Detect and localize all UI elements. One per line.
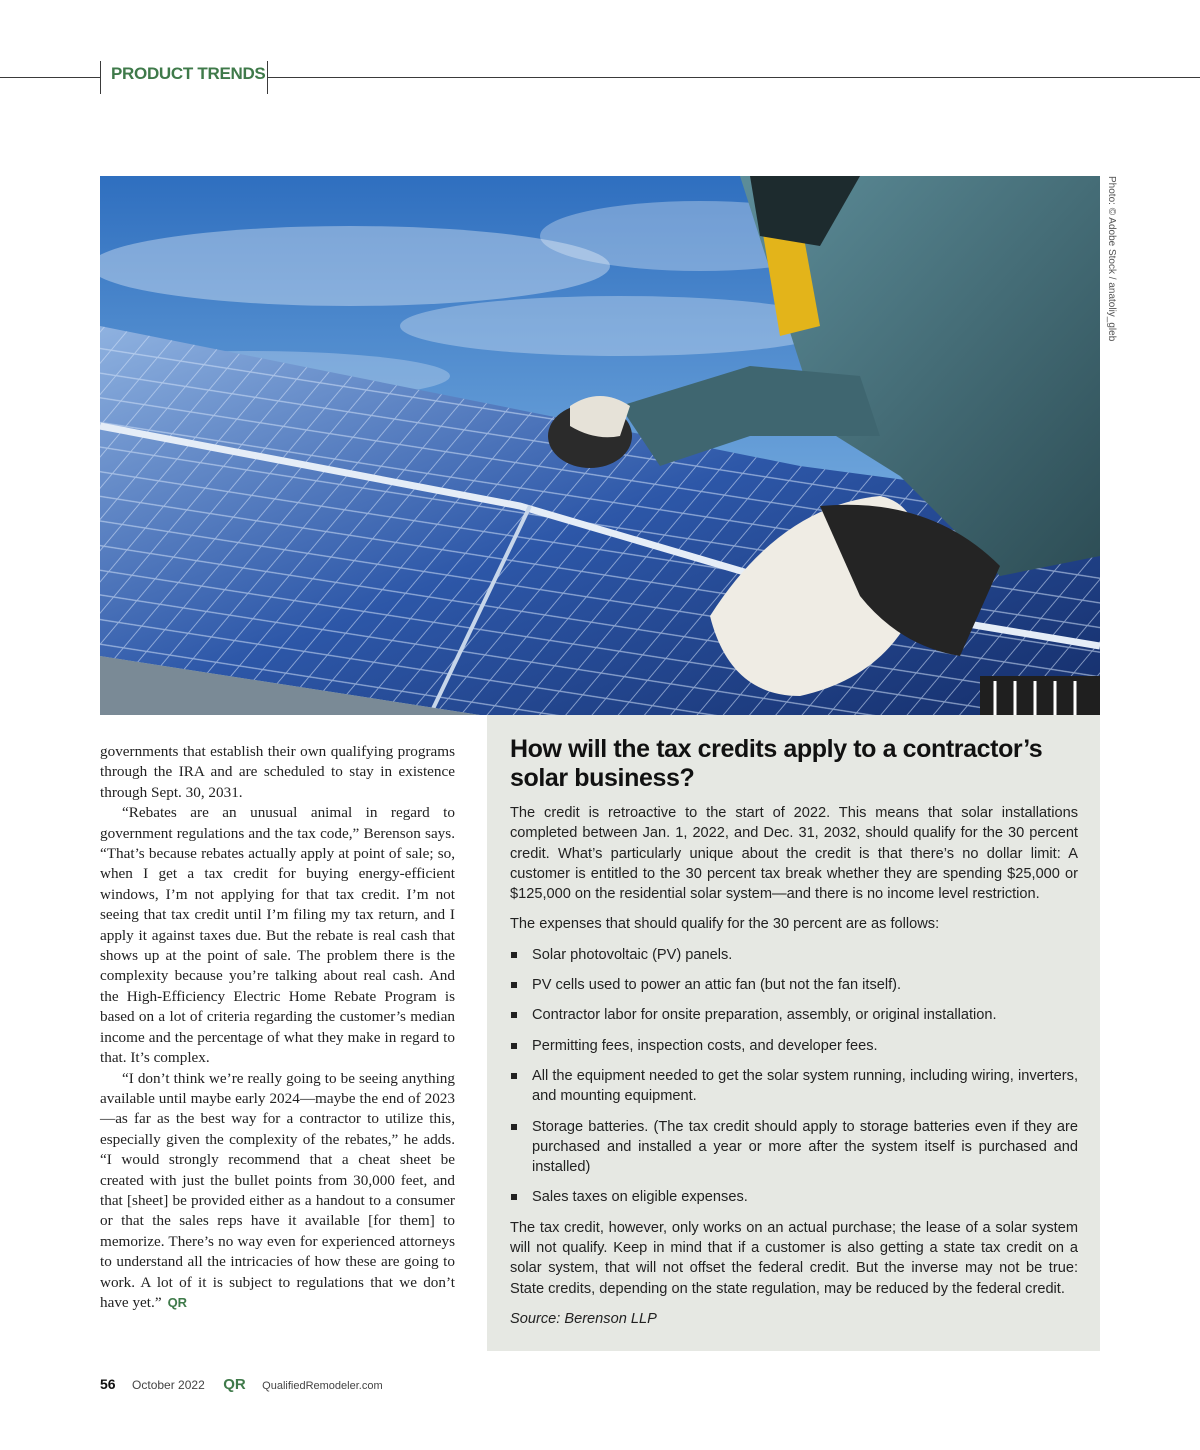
page-footer <box>100 1376 383 1394</box>
photo-credit-text: Photo: © Adobe Stock / anatoliy_gleb <box>1106 176 1117 342</box>
sidebar-list-intro: The expenses that should qualify for the 30 percent are as follows: <box>510 916 940 933</box>
expense-list-item: Storage batteries. (The tax credit should apply to storage batteries even if they are purchased and installed a year or more after the system itself is purchased and installed) <box>510 1117 1078 1178</box>
photo-credit <box>1103 176 1117 376</box>
expense-list-item: Permitting fees, inspection costs, and developer fees. <box>510 1036 1078 1056</box>
end-mark: QR <box>167 1294 188 1310</box>
header-rule-right <box>267 77 1200 78</box>
page-number: 56 <box>100 1376 116 1392</box>
sidebar-box <box>487 715 1100 1351</box>
solar-panel-photo <box>100 176 1100 715</box>
article-body <box>100 742 455 1313</box>
photo-illustration <box>100 176 1100 715</box>
article-paragraph: “Rebates are an unusual animal in regard to government regulations and the tax code,” Berenson says. “That’s because rebates actually apply at point of sale; so, when I get a tax credit for buying energy-efficient windows, I’m not applying for that tax credit. I’m not seeing that tax credit until I’m filing my tax return, and I apply it against taxes due. But the rebate is real cash that shows up at the point of sale. The problem there is the complexity because you’re talking about real cash. And the High-Efficiency Electric Home Rebate Program is based on a lot of criteria regarding the customer’s median income and the percentage of what they make in regard to that. It’s complex. <box>100 804 455 1067</box>
article-paragraph-text: “I don’t think we’re really going to be seeing anything available until maybe early 2024—maybe the end of 2023—as far as the best way for a contractor to utilize this, especially given the complexity of the rebates,” he adds. “I would strongly recommend that a cheat sheet be created with just the bullet points from 30,000 feet, and that [sheet] be provided either as a handout to a consumer or that the sales reps have it available [for them] to memorize. There’s no way even for experienced attorneys to understand all the intricacies of how these are going to work. A lot of it is subject to regulations that we don’t have yet.” <box>100 1069 455 1311</box>
header-rule-left <box>0 77 100 78</box>
article-paragraph <box>100 1069 455 1314</box>
section-label: PRODUCT TRENDS <box>111 64 266 83</box>
sidebar-title: How will the tax credits apply to a contractor’s solar business? <box>510 735 1043 792</box>
website-url: QualifiedRemodeler.com <box>262 1380 383 1392</box>
expense-list <box>510 945 1078 1208</box>
expense-list-item: Solar photovoltaic (PV) panels. <box>510 945 1078 965</box>
sidebar-outro: The tax credit, however, only works on an actual purchase; the lease of a solar system will not qualify. Keep in mind that if a customer is also getting a state tax credit on a solar system, that will not offset the federal credit. But the inverse may not be true: State credits, depending on the state regulation, may be reduced by the federal credit. <box>510 1219 1078 1297</box>
sidebar-intro: The credit is retroactive to the start of 2022. This means that solar installations completed between Jan. 1, 2022, and Dec. 31, 2032, should qualify for the 30 percent credit. What’s particularly unique about the credit is that there’s no dollar limit: A customer is entitled to the 30 percent tax break whether they are spending $25,000 or $125,000 on the residential solar system—and there is no income level restriction. <box>510 805 1078 903</box>
magazine-logo: QR <box>223 1376 246 1393</box>
header-tick-left <box>100 61 101 94</box>
sidebar-source: Source: Berenson LLP <box>510 1310 657 1327</box>
article-paragraph: governments that establish their own qualifying programs through the IRA and are scheduled to stay in existence through Sept. 30, 2031. <box>100 743 455 801</box>
issue-date: October 2022 <box>132 1378 205 1392</box>
expense-list-item: PV cells used to power an attic fan (but not the fan itself). <box>510 975 1078 995</box>
expense-list-item: Sales taxes on eligible expenses. <box>510 1187 1078 1207</box>
expense-list-item: All the equipment needed to get the solar system running, including wiring, inverters, and mounting equipment. <box>510 1066 1078 1107</box>
expense-list-item: Contractor labor for onsite preparation, assembly, or original installation. <box>510 1005 1078 1025</box>
